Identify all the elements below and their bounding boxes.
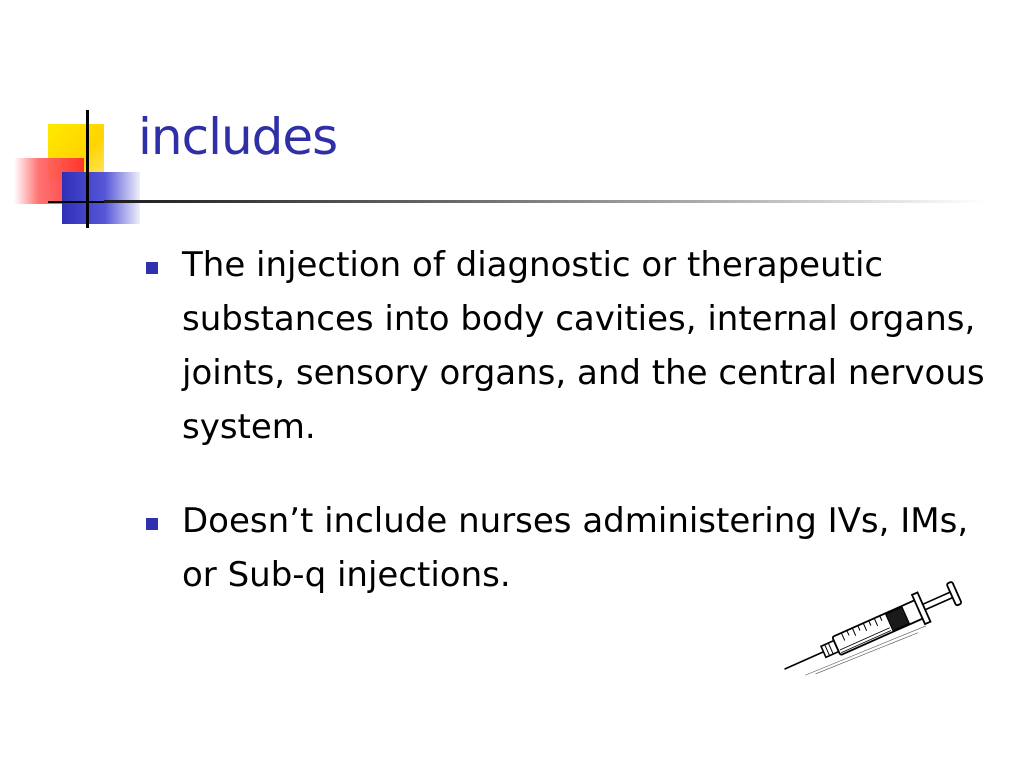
bullet-square-icon (146, 518, 158, 530)
corner-decoration-vertical-line (86, 110, 89, 228)
corner-decoration-horizontal-line (48, 201, 108, 203)
bullet-item (144, 238, 1004, 454)
bullet-square-icon (146, 262, 158, 274)
title-underline (104, 200, 984, 203)
slide-title: includes (138, 108, 338, 166)
bullet-text: Doesn’t include nurses administering IVs, IMs, or Sub-q injections. (182, 501, 969, 595)
syringe-illustration (772, 578, 972, 678)
corner-decoration-blue-bar (62, 172, 140, 224)
bullet-text: The injection of diagnostic or therapeutic substances into body cavities, internal organs, joints, sensory organs, and the central nervous system. (182, 245, 985, 447)
bullet-list (144, 238, 1004, 602)
